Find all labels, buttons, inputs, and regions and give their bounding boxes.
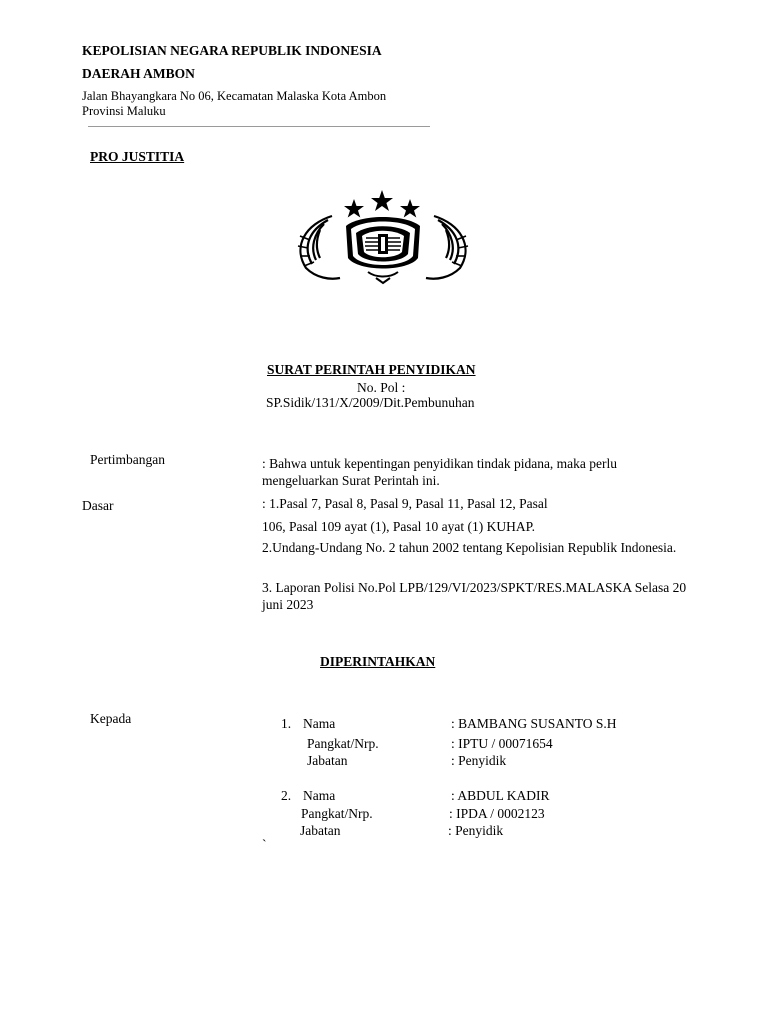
diperintahkan-heading: DIPERINTAHKAN	[320, 654, 436, 669]
pangkat-label: Pangkat/Nrp.	[307, 736, 379, 751]
dasar-item: 3. Laporan Polisi No.Pol LPB/129/VI/2023/SPKT/RES.MALASKA Selasa 20 juni 2023	[262, 580, 687, 612]
jabatan-value: : Penyidik	[448, 823, 504, 838]
pangkat-label: Pangkat/Nrp.	[301, 806, 373, 821]
pro-justitia-heading: PRO JUSTITIA	[90, 149, 185, 164]
jabatan-label: Jabatan	[300, 823, 341, 838]
pangkat-value: : IPDA / 0002123	[449, 806, 545, 821]
nama-value: : ABDUL KADIR	[451, 788, 550, 803]
address-line-1: Jalan Bhayangkara No 06, Kecamatan Malaska Kota Ambon	[82, 89, 387, 103]
header-divider	[88, 126, 430, 127]
org-name: KEPOLISIAN NEGARA REPUBLIK INDONESIA	[82, 43, 382, 58]
pertimbangan-text: : Bahwa untuk kepentingan penyidikan tindak pidana, maka perlu mengeluarkan Surat Perintah ini.	[262, 456, 618, 488]
region-name: DAERAH AMBON	[82, 66, 195, 81]
star-icon	[344, 199, 364, 218]
star-icon	[371, 190, 393, 211]
star-icon	[400, 199, 420, 218]
person-number: 2.	[281, 788, 292, 803]
pangkat-value: : IPTU / 00071654	[451, 736, 553, 751]
nama-label: Nama	[303, 788, 336, 803]
dasar-item: 2.Undang-Undang No. 2 tahun 2002 tentang Kepolisian Republik Indonesia.	[262, 540, 677, 555]
nama-value: : BAMBANG SUSANTO S.H	[451, 716, 617, 731]
police-crest-icon	[288, 186, 478, 286]
dasar-label: Dasar	[82, 498, 114, 513]
trailing-mark: `	[262, 837, 267, 852]
person-number: 1.	[281, 716, 292, 731]
nama-label: Nama	[303, 716, 336, 731]
document-title: SURAT PERINTAH PENYIDIKAN	[267, 362, 476, 377]
dasar-item: : 1.Pasal 7, Pasal 8, Pasal 9, Pasal 11, Pasal 12, Pasal	[262, 496, 548, 511]
pertimbangan-label: Pertimbangan	[90, 452, 165, 467]
jabatan-label: Jabatan	[307, 753, 348, 768]
number-label: No. Pol :	[357, 380, 406, 395]
document-number: SP.Sidik/131/X/2009/Dit.Pembunuhan	[266, 395, 475, 410]
address-line-2: Provinsi Maluku	[82, 104, 166, 118]
dasar-item: 106, Pasal 109 ayat (1), Pasal 10 ayat (1) KUHAP.	[262, 519, 535, 534]
jabatan-value: : Penyidik	[451, 753, 507, 768]
kepada-label: Kepada	[90, 711, 132, 726]
